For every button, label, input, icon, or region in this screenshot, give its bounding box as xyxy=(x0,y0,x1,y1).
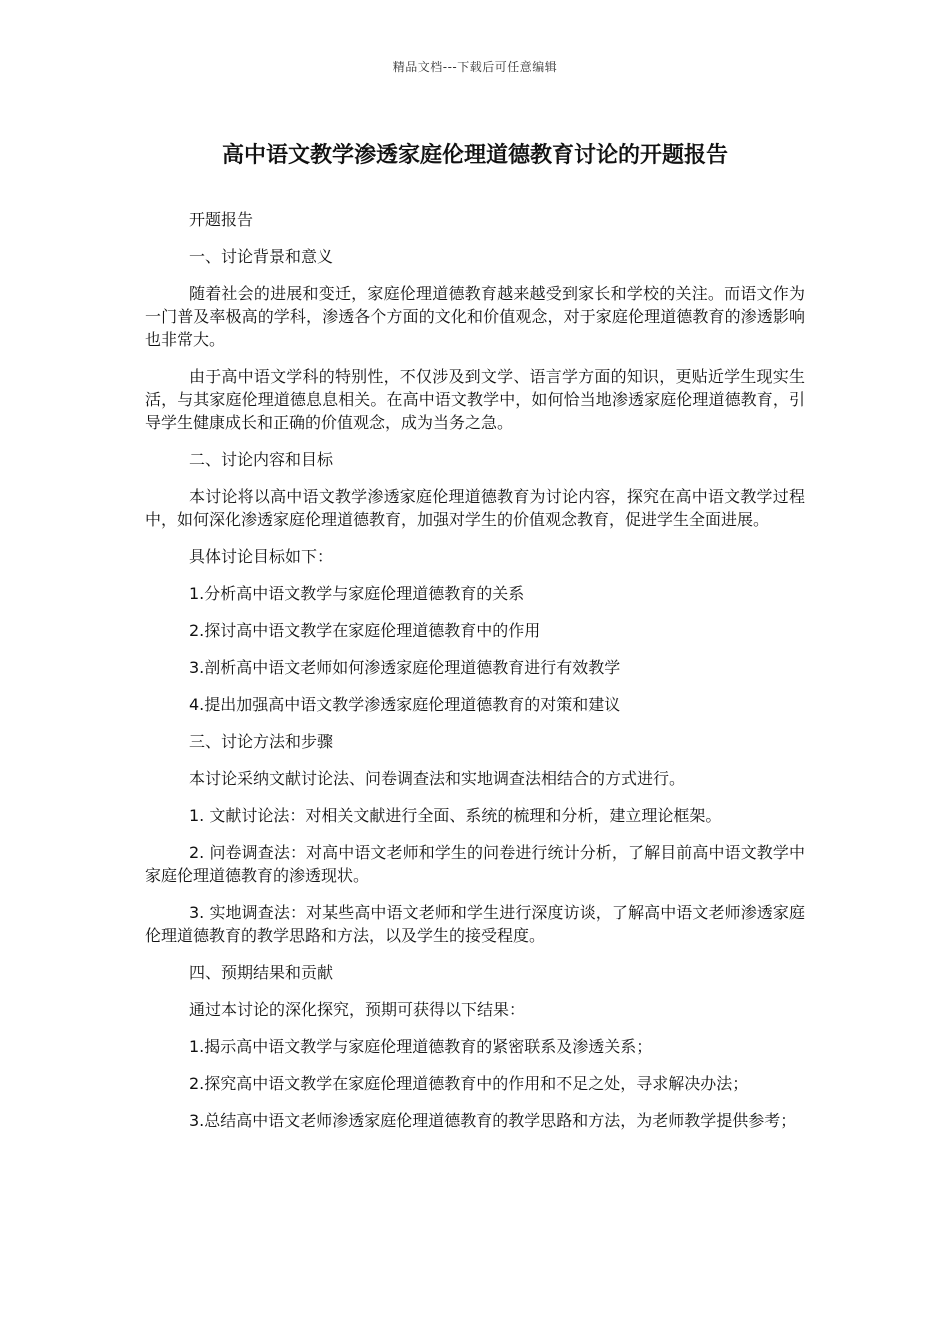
document-body xyxy=(145,208,805,1146)
list-item: 3.总结高中语文老师渗透家庭伦理道德教育的教学思路和方法，为老师教学提供参考； xyxy=(189,1111,797,1130)
header-note: 精品文档---下载后可任意编辑 xyxy=(392,60,558,74)
list-item: 1. 文献讨论法：对相关文献进行全面、系统的梳理和分析，建立理论框架。 xyxy=(189,806,722,825)
list-item: 4.提出加强高中语文教学渗透家庭伦理道德教育的对策和建议 xyxy=(189,695,621,714)
section-heading: 四、预期结果和贡献 xyxy=(189,963,334,982)
paragraph: 由于高中语文学科的特别性，不仅涉及到文学、语言学方面的知识，更贴近学生现实生活，与其家庭伦理道德息息相关。在高中语文教学中，如何恰当地渗透家庭伦理道德教育，引导学生健康成长和正确的价值观念，成为当务之急。 xyxy=(145,367,805,432)
list-item: 3. 实地调查法：对某些高中语文老师和学生进行深度访谈，了解高中语文老师渗透家庭伦理道德教育的教学思路和方法，以及学生的接受程度。 xyxy=(145,903,805,945)
paragraph: 开题报告 xyxy=(189,210,254,229)
list-item: 1.分析高中语文教学与家庭伦理道德教育的关系 xyxy=(189,584,525,603)
list-item: 2.探究高中语文教学在家庭伦理道德教育中的作用和不足之处，寻求解决办法； xyxy=(189,1074,749,1093)
paragraph: 随着社会的进展和变迁，家庭伦理道德教育越来越受到家长和学校的关注。而语文作为一门普及率极高的学科，渗透各个方面的文化和价值观念，对于家庭伦理道德教育的渗透影响也非常大。 xyxy=(145,284,805,349)
list-item: 3.剖析高中语文老师如何渗透家庭伦理道德教育进行有效教学 xyxy=(189,658,621,677)
paragraph: 本讨论将以高中语文教学渗透家庭伦理道德教育为讨论内容，探究在高中语文教学过程中，如何深化渗透家庭伦理道德教育，加强对学生的价值观念教育，促进学生全面进展。 xyxy=(145,487,805,529)
section-heading: 一、讨论背景和意义 xyxy=(189,247,334,266)
list-item: 1.揭示高中语文教学与家庭伦理道德教育的紧密联系及渗透关系； xyxy=(189,1037,653,1056)
section-heading: 二、讨论内容和目标 xyxy=(189,450,334,469)
page-title: 高中语文教学渗透家庭伦理道德教育讨论的开题报告 xyxy=(221,143,728,168)
section-heading: 三、讨论方法和步骤 xyxy=(189,732,334,751)
paragraph: 具体讨论目标如下： xyxy=(189,547,334,566)
list-item: 2. 问卷调查法：对高中语文老师和学生的问卷进行统计分析，了解目前高中语文教学中家庭伦理道德教育的渗透现状。 xyxy=(145,843,805,885)
paragraph: 通过本讨论的深化探究，预期可获得以下结果： xyxy=(189,1000,526,1019)
list-item: 2.探讨高中语文教学在家庭伦理道德教育中的作用 xyxy=(189,621,541,640)
paragraph: 本讨论采纳文献讨论法、问卷调查法和实地调查法相结合的方式进行。 xyxy=(189,769,686,788)
